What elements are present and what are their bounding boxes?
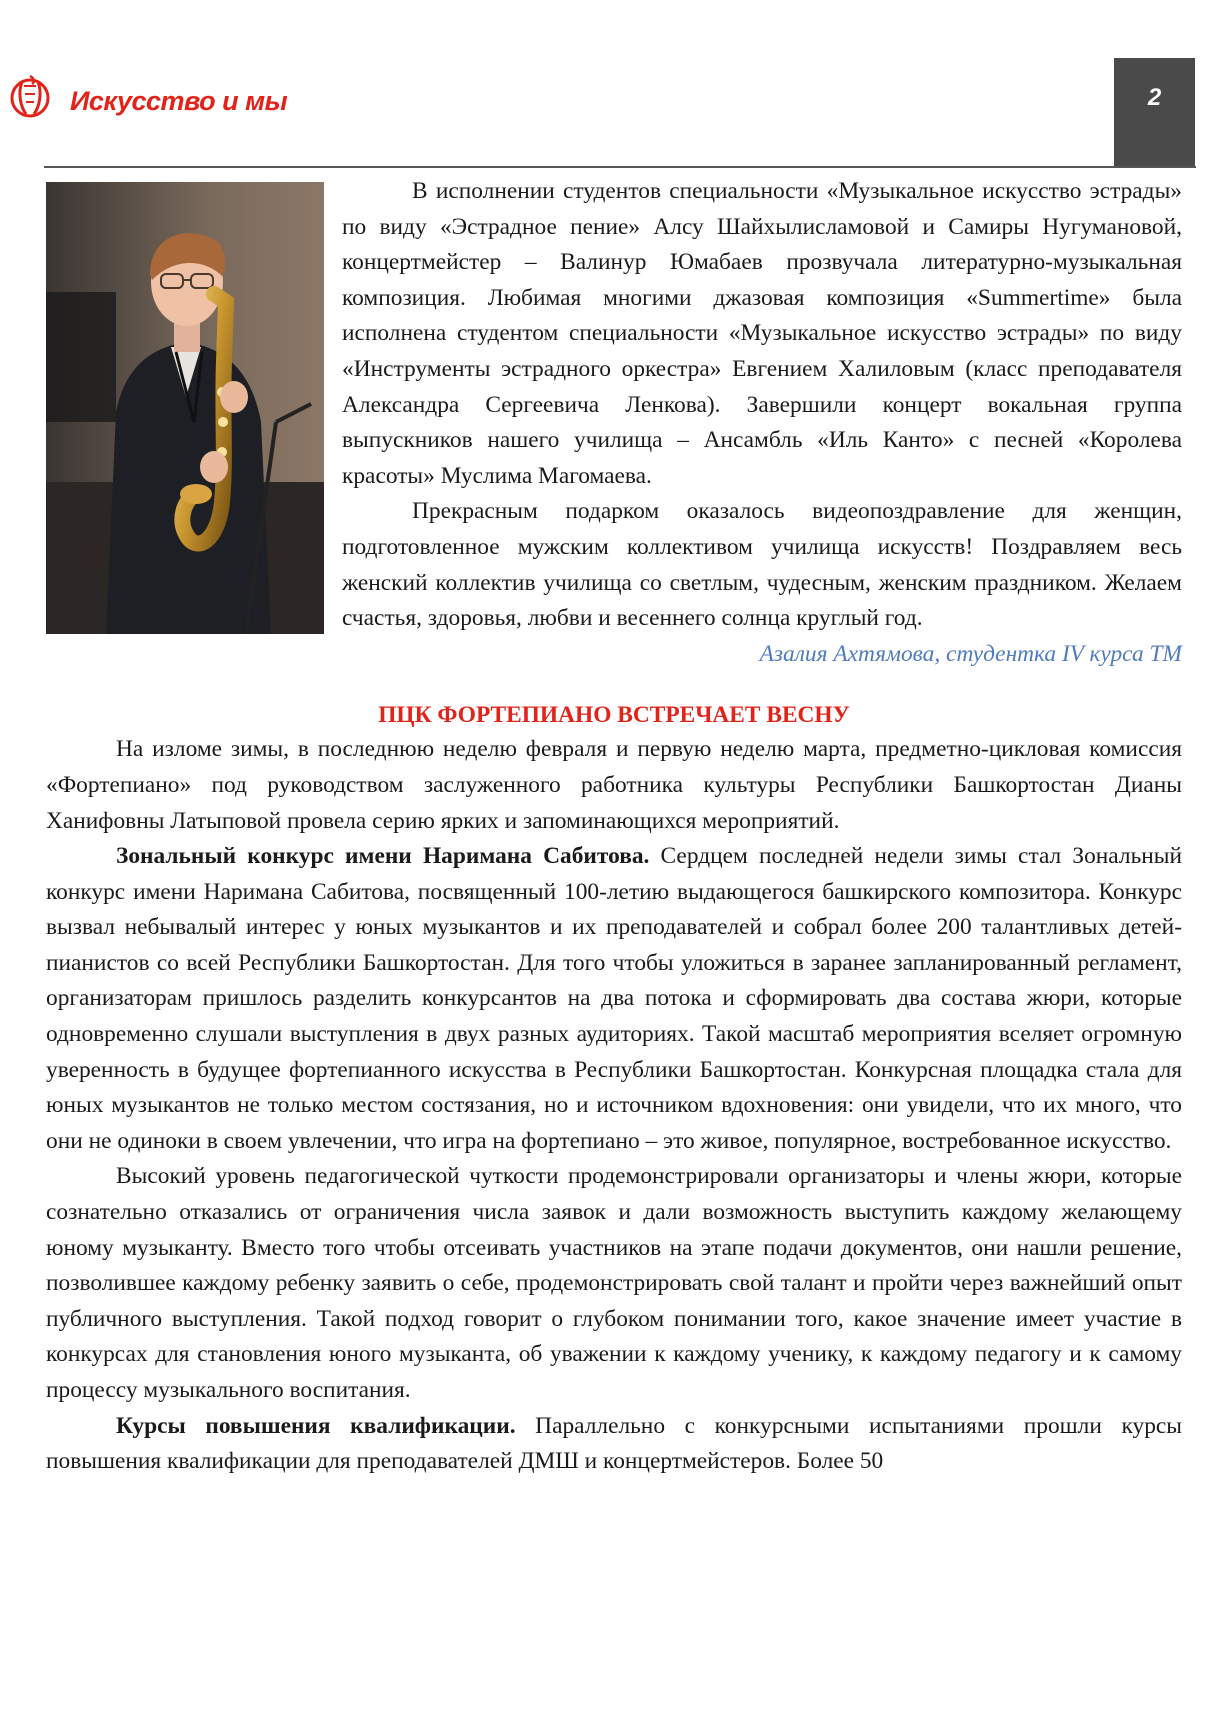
saxophone-player-photo [46,182,324,634]
lyre-logo-icon [8,72,52,122]
paragraph-lead-heading: Курсы повышения квалификации. [116,1412,516,1439]
page-number: 2 [1147,84,1162,111]
header-divider [44,166,1196,168]
article1-signature: Азалия Ахтямова, студентка IV курса ТМ [759,640,1182,667]
paragraph-text: Параллельно с конкурсными испытаниями прошли курсы повышения квалификации для преподавателей ДМШ и концертмейстеров. Более 50 [46,1412,1182,1475]
article1-paragraph-1: В исполнении студентов специальности «Музыкальное искусство эстрады» по виду «Эстрадное пение» Алсу Шайхылисламовой и Самиры Нугумановой, концертмейстер – Валинур Юмабаев прозвучала литературно-музыкальная композиция. Любимая многими джазовая композиция «Summertime» была исполнена студентом специальности «Музыкальное искусство эстрады» по виду «Инструменты эстрадного оркестра» Евгением Халиловым (класс преподавателя Александра Сергеевича Ленкова). Завершили концерт вокальная группа выпускников нашего училища – Ансамбль «Иль Канто» с песней «Королева красоты» Муслима Магомаева. [342,178,1182,489]
paragraph-text: Сердцем последней недели зимы стал Зональный конкурс имени Наримана Сабитова, посвященный 100-летию выдающегося башкирского композитора. Конкурс вызвал небывалый интерес у юных музыкантов и их преподавателей и собрал более 200 талантливых детей-пианистов со всей Республики Башкортостан. Для того чтобы уложиться в заранее запланированный регламент, организаторам пришлось разделить конкурсантов на два потока и сформировать два состава жюри, которые одновременно слушали выступления в двух разных аудиториях. Такой масштаб мероприятия вселяет огромную уверенность в будущее фортепианного искусства в Республики Башкортостан. Конкурсная площадка стала для юных музыкантов не только местом состязания, но и источником вдохновения: они увидели, что их много, что они не одиноки в своем увлечении, что игра на фортепиано – это живое, популярное, востребованное искусство. [46,843,1182,1154]
article2-paragraph-4 [46,1409,1182,1480]
paragraph-lead-heading: Зональный конкурс имени Наримана Сабитова. [116,843,650,870]
article2-paragraph-2 [46,839,1182,1159]
article1-paragraph-2: Прекрасным подарком оказалось видеопоздравление для женщин, подготовленное мужским коллективом училища искусств! Поздравляем весь женский коллектив училища со светлым, чудесным, женским праздником. Желаем счастья, здоровья, любви и весеннего солнца круглый год. [342,498,1182,632]
article2-paragraph-1: На изломе зимы, в последнюю неделю февраля и первую неделю марта, предметно-цикловая комиссия «Фортепиано» под руководством заслуженного работника культуры Республики Башкортостан Дианы Ханифовны Латыповой провела серию ярких и запоминающихся мероприятий. [46,736,1182,834]
article2-paragraph-3: Высокий уровень педагогической чуткости продемонстрировали организаторы и члены жюри, которые сознательно отказались от ограничения числа заявок и дали возможность выступить каждому желающему юному музыканту. Вместо того чтобы отсеивать участников на этапе подачи документов, они нашли решение, позволившее каждому ребенку заявить о себе, продемонстрировать свой талант и пройти через важнейший опыт публичного выступления. Такой подход говорит о глубоком понимании того, какое значение имеет участие в конкурсах для становления юного музыканта, об уважении к каждому ученику, к каждому педагогу и к самому процессу музыкального воспитания. [46,1163,1182,1403]
page-number-box [1114,58,1195,166]
publication-title: Искусство и мы [70,86,288,116]
section-title: ПЦК ФОРТЕПИАНО ВСТРЕЧАЕТ ВЕСНУ [378,702,850,729]
article-body [46,174,1182,1480]
page-header [0,0,1221,170]
